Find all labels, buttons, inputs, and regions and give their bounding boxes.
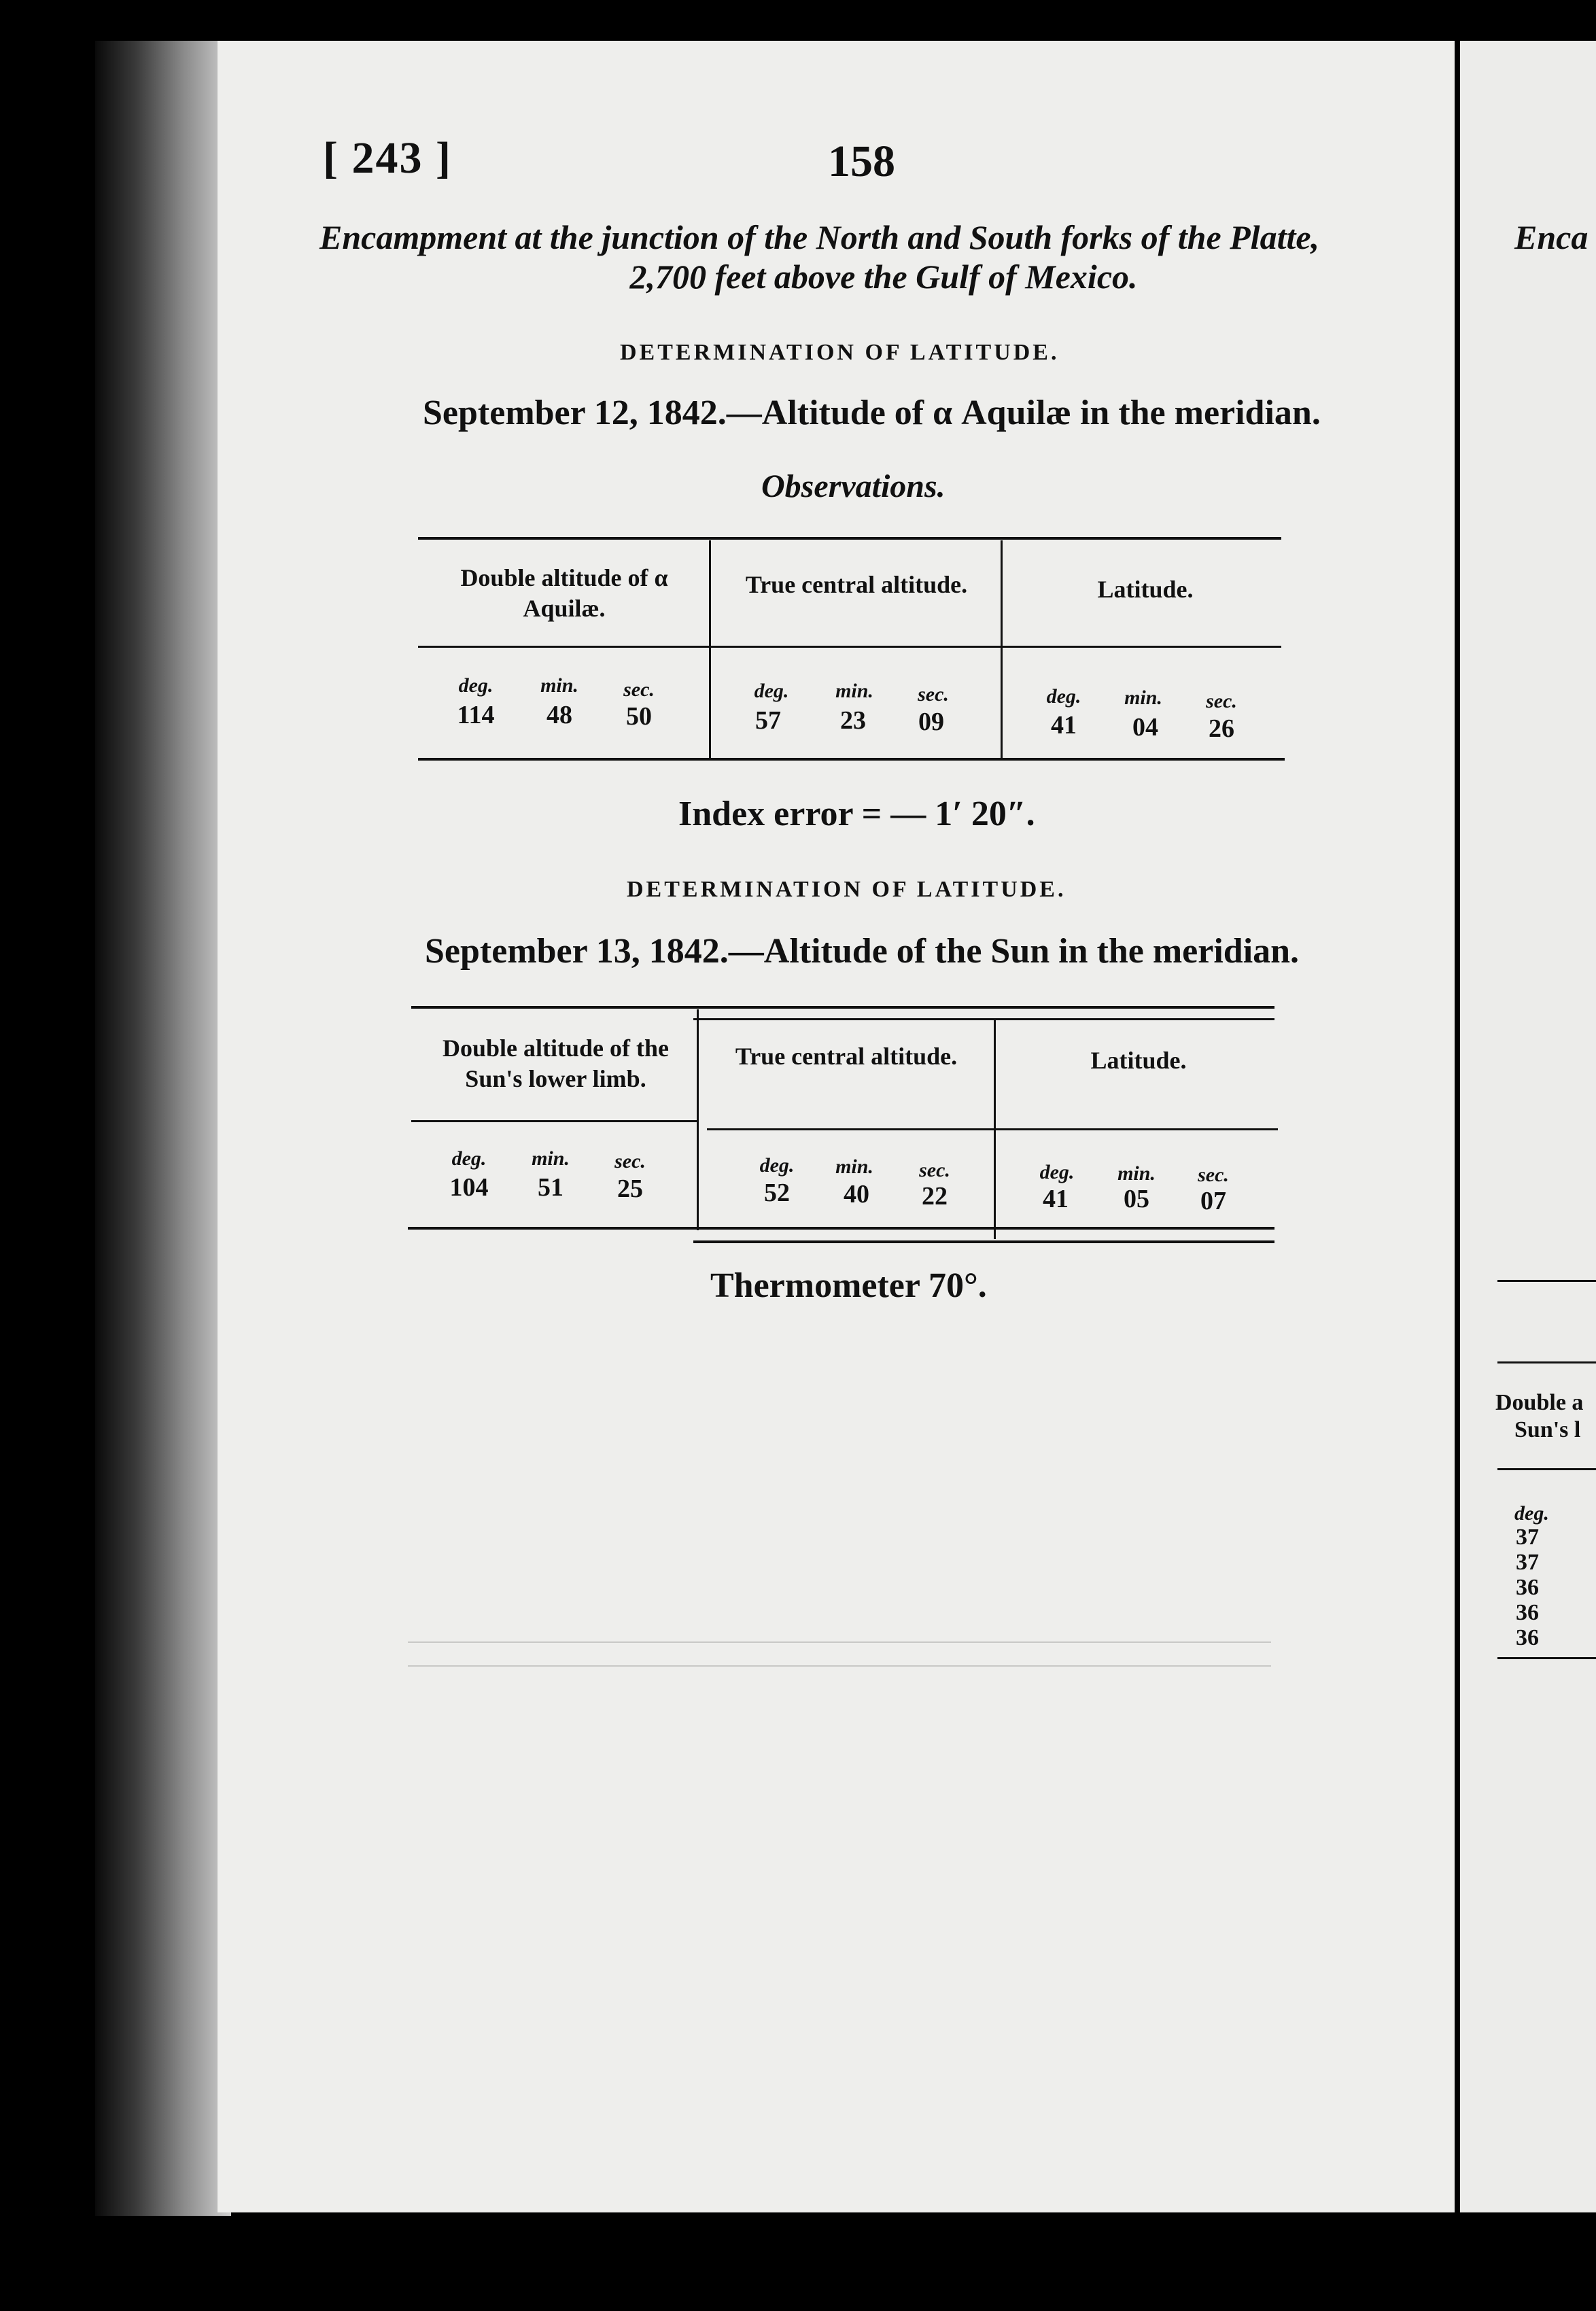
table1-header-double-altitude: Double altitude of α Aquilæ. — [460, 564, 668, 622]
table1-value: 09 — [918, 708, 944, 736]
table2-value: 07 — [1200, 1187, 1226, 1215]
page-heading-line2: 2,700 feet above the Gulf of Mexico. — [629, 258, 1138, 296]
bleed-through-rule — [408, 1641, 1271, 1643]
section1-date-line: September 12, 1842.—Altitude of α Aquilæ in the meridian. — [423, 394, 1321, 432]
table1-header-latitude: Latitude. — [1097, 576, 1194, 603]
document-reference: [ 243 ] — [323, 133, 452, 183]
book-spine-shadow — [95, 41, 231, 2216]
table1-unit: sec. — [918, 683, 949, 706]
next-page-col-header: Double a — [1495, 1390, 1584, 1415]
table1-value: 41 — [1051, 711, 1077, 740]
table2-value: 104 — [449, 1173, 489, 1202]
table2-unit: sec. — [1198, 1164, 1229, 1186]
table2-unit: sec. — [614, 1150, 646, 1172]
table2-unit: min. — [1117, 1162, 1156, 1185]
thermometer-reading: Thermometer 70°. — [710, 1266, 987, 1305]
section2-date-line: September 13, 1842.—Altitude of the Sun in the meridian. — [425, 932, 1300, 971]
table1-unit: deg. — [458, 674, 493, 697]
table1-unit: min. — [1124, 687, 1162, 709]
table1-value: 26 — [1209, 714, 1234, 743]
table2-value: 25 — [617, 1175, 643, 1203]
table2-unit: min. — [532, 1147, 570, 1170]
bleed-through-rule — [408, 1665, 1271, 1667]
right-page-fragment — [1460, 41, 1596, 2212]
next-page-value: 36 — [1516, 1600, 1539, 1625]
table2-header-latitude: Latitude. — [1090, 1047, 1187, 1074]
table2-unit: sec. — [919, 1159, 950, 1181]
next-page-value: 36 — [1516, 1625, 1539, 1650]
table1-unit: deg. — [1046, 685, 1081, 708]
next-page-unit: deg. — [1514, 1502, 1549, 1525]
next-page-value: 37 — [1516, 1550, 1539, 1575]
table2-unit: deg. — [1039, 1161, 1075, 1183]
next-page-value: 36 — [1516, 1575, 1539, 1600]
table1-unit: min. — [540, 674, 578, 697]
table1-value: 50 — [626, 702, 652, 731]
table2-header-true-central-altitude: True central altitude. — [735, 1043, 958, 1070]
page-number: 158 — [828, 137, 895, 186]
table2-unit: deg. — [451, 1147, 487, 1170]
table1-unit: sec. — [1206, 690, 1237, 712]
index-error: Index error = — 1′ 20″. — [678, 795, 1035, 833]
next-page-heading-fragment: Enca — [1514, 218, 1589, 256]
table1-value: 48 — [547, 701, 572, 729]
table2-value: 40 — [844, 1180, 869, 1209]
page-heading-line1: Encampment at the junction of the North and South forks of the Platte, — [319, 218, 1320, 256]
table2-unit: deg. — [759, 1154, 795, 1177]
table1-unit: sec. — [623, 678, 655, 701]
table2-value: 05 — [1124, 1185, 1149, 1213]
observations-label: Observations. — [761, 468, 946, 504]
table1-value: 04 — [1132, 713, 1158, 742]
table1-value: 57 — [755, 706, 781, 735]
table2-value: 51 — [538, 1173, 563, 1202]
left-page — [218, 41, 1455, 2212]
table1-unit: deg. — [754, 680, 789, 702]
table2-unit: min. — [835, 1156, 873, 1178]
next-page-value: 37 — [1516, 1525, 1539, 1550]
table2-value: 52 — [764, 1179, 790, 1207]
table1-header-true-central-altitude: True central altitude. — [745, 571, 968, 598]
table1-value: 114 — [457, 701, 495, 729]
section1-determination-title: DETERMINATION OF LATITUDE. — [620, 340, 1060, 365]
table2-value: 22 — [922, 1182, 948, 1211]
next-page-col-header: Sun's l — [1514, 1417, 1581, 1442]
table2-header-double-altitude: Double altitude of the Sun's lower limb. — [443, 1035, 669, 1092]
table2-value: 41 — [1043, 1185, 1069, 1213]
table1-value: 23 — [840, 706, 866, 735]
table1-unit: min. — [835, 680, 873, 702]
section2-determination-title: DETERMINATION OF LATITUDE. — [627, 877, 1066, 902]
